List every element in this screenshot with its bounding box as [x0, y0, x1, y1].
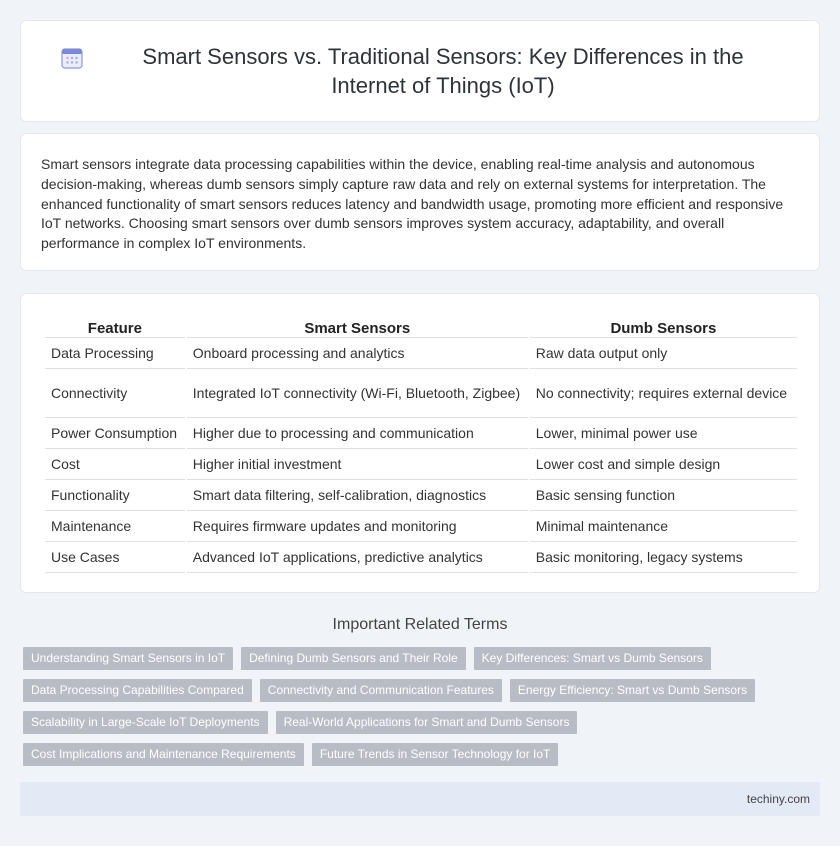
cell-smart: Advanced IoT applications, predictive analytics — [187, 542, 528, 573]
tag-row — [23, 711, 813, 734]
footer-bar — [20, 782, 820, 816]
cell-dumb: No connectivity; requires external device — [530, 369, 797, 418]
cell-feature: Connectivity — [45, 369, 185, 418]
comparison-table — [43, 316, 799, 573]
cell-smart: Higher initial investment — [187, 449, 528, 480]
cell-feature: Cost — [45, 449, 185, 480]
column-header-dumb-sensors: Dumb Sensors — [530, 316, 797, 338]
document-icon — [60, 47, 84, 69]
table-row — [45, 418, 797, 449]
related-terms-tags — [23, 647, 813, 775]
related-term-tag[interactable]: Energy Efficiency: Smart vs Dumb Sensors — [510, 679, 755, 702]
cell-feature: Maintenance — [45, 511, 185, 542]
cell-smart: Smart data filtering, self-calibration, diagnostics — [187, 480, 528, 511]
intro-paragraph: Smart sensors integrate data processing capabilities within the device, enabling real-time analysis and autonomous decision-making, whereas dumb sensors simply capture raw data and rely on external systems for interpretation. The enhanced functionality of smart sensors reduces latency and bandwidth usage, promoting more efficient and responsive IoT networks. Choosing smart sensors over dumb sensors improves system accuracy, adaptability, and overall performance in complex IoT environments. — [41, 156, 784, 252]
table-header-row — [45, 316, 797, 338]
cell-feature: Use Cases — [45, 542, 185, 573]
tag-row — [23, 743, 813, 766]
cell-dumb: Lower, minimal power use — [530, 418, 797, 449]
table-row — [45, 449, 797, 480]
table-row — [45, 338, 797, 369]
related-terms-title: Important Related Terms — [332, 616, 508, 633]
cell-dumb: Raw data output only — [530, 338, 797, 369]
cell-feature: Data Processing — [45, 338, 185, 369]
tag-row — [23, 679, 813, 702]
related-term-tag[interactable]: Key Differences: Smart vs Dumb Sensors — [474, 647, 711, 670]
cell-smart: Onboard processing and analytics — [187, 338, 528, 369]
table-row — [45, 542, 797, 573]
cell-smart: Integrated IoT connectivity (Wi-Fi, Bluetooth, Zigbee) — [187, 369, 528, 418]
cell-dumb: Basic sensing function — [530, 480, 797, 511]
related-term-tag[interactable]: Data Processing Capabilities Compared — [23, 679, 252, 702]
related-term-tag[interactable]: Scalability in Large-Scale IoT Deployments — [23, 711, 268, 734]
related-term-tag[interactable]: Understanding Smart Sensors in IoT — [23, 647, 233, 670]
cell-dumb: Minimal maintenance — [530, 511, 797, 542]
related-term-tag[interactable]: Future Trends in Sensor Technology for IoT — [312, 743, 559, 766]
table-row — [45, 511, 797, 542]
intro-card — [20, 133, 820, 271]
cell-smart: Requires firmware updates and monitoring — [187, 511, 528, 542]
table-row — [45, 369, 797, 418]
related-term-tag[interactable]: Cost Implications and Maintenance Requirements — [23, 743, 304, 766]
comparison-table-card — [20, 293, 820, 593]
cell-feature: Power Consumption — [45, 418, 185, 449]
cell-dumb: Lower cost and simple design — [530, 449, 797, 480]
related-term-tag[interactable]: Connectivity and Communication Features — [260, 679, 502, 702]
cell-smart: Higher due to processing and communication — [187, 418, 528, 449]
header-card — [20, 20, 820, 122]
cell-dumb: Basic monitoring, legacy systems — [530, 542, 797, 573]
page-title: Smart Sensors vs. Traditional Sensors: Key Differences in the Internet of Things (IoT) — [142, 44, 744, 98]
table-row — [45, 480, 797, 511]
footer-brand[interactable]: techiny.com — [746, 792, 810, 806]
related-term-tag[interactable]: Real-World Applications for Smart and Dumb Sensors — [276, 711, 578, 734]
tag-row — [23, 647, 813, 670]
cell-feature: Functionality — [45, 480, 185, 511]
column-header-feature: Feature — [45, 316, 185, 338]
related-term-tag[interactable]: Defining Dumb Sensors and Their Role — [241, 647, 466, 670]
column-header-smart-sensors: Smart Sensors — [187, 316, 528, 338]
